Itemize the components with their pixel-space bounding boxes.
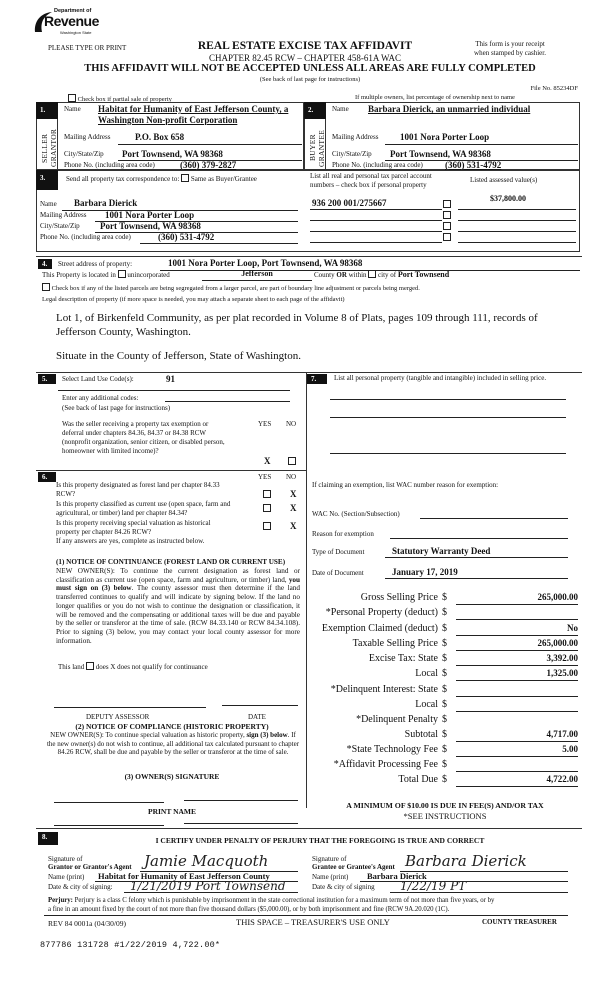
buyer-phone-label: Phone No. (including area code) — [332, 161, 423, 169]
parcel-number: 936 200 001/275667 — [312, 198, 387, 208]
grantor-name-label: Name (print) — [48, 873, 85, 881]
grantor-date-label: Date & city of signing: — [48, 883, 113, 891]
print-name-label: PRINT NAME — [148, 807, 196, 816]
treasurer-stamp: 877786 131728 #1/22/2019 4,722.00* — [40, 940, 221, 950]
grantee-name-value: Barbara Dierick — [367, 871, 427, 881]
notice-continuance-body: NEW OWNER(S): To continue the current designation as forest land or classification as current use (open space, farm and agriculture, or timber) land, you must sign on (3) below. The county assessor must then determine if the land transferred continues to qualify and will indicate by signing below. If the land no longer qualifies or you do not wish to continue the designation or classification, it will be removed and the compensating or additional taxes will be due and payable by the seller or transferor at the time of sale. (RCW 84.33.140 or RCW 84.34.108). Prior to signing (3) below, you may contact your local county assessor for more information. — [56, 567, 301, 645]
receipt-note-1: This form is your receipt — [475, 40, 545, 48]
grantee-signature[interactable]: Barbara Dierick — [405, 852, 527, 870]
owner-signature-title: (3) OWNER(S) SIGNATURE — [124, 772, 220, 781]
personal-property-label: List all personal property (tangible and intangible) included in selling price. — [334, 374, 547, 382]
notice-continuance-title: (1) NOTICE OF CONTINUANCE (FOREST LAND OR CURRENT USE) — [56, 558, 286, 566]
certify-statement: I CERTIFY UNDER PENALTY OF PERJURY THAT THE FOREGOING IS TRUE AND CORRECT — [155, 836, 485, 845]
buyer-name-label: Name — [332, 105, 349, 113]
document-date-label: Date of Document — [312, 569, 364, 577]
continuance-row: This land does X does not qualify for continuance — [58, 663, 208, 671]
notice-compliance-title: (2) NOTICE OF COMPLIANCE (HISTORIC PROPERTY) — [75, 722, 269, 731]
perjury-notice: Perjury: Perjury is a class C felony which is punishable by imprisonment in the state correctional institution for a maximum term of not more than five years, or by a fine in an amount fixed by the court of not more than five thousand dollars ($5,000.00), or by both imprisonment and fine (RCW 9A.20.020 (1C). — [48, 897, 495, 913]
buyer-name-value: Barbara Dierick, an unmarried individual — [368, 104, 531, 114]
section-8-number: 8. — [38, 832, 58, 845]
please-type-label: PLEASE TYPE OR PRINT — [48, 44, 127, 52]
buyer-city-label: City/State/Zip — [332, 150, 372, 158]
additional-codes-label: Enter any additional codes: — [62, 394, 139, 402]
owner-signature-line-2[interactable] — [184, 800, 298, 801]
section-4-number: 4. — [38, 259, 52, 269]
date-label: DATE — [248, 713, 266, 721]
seller-name-label: Name — [64, 105, 81, 113]
additional-codes-note: (See back of last page for instructions) — [62, 404, 171, 412]
section-3-name-label: Name — [40, 200, 57, 208]
unincorporated-checkbox[interactable] — [118, 270, 126, 278]
seller-name-line1: Habitat for Humanity of East Jefferson County, a — [98, 104, 289, 114]
document-type-value: Statutory Warranty Deed — [392, 546, 491, 556]
does-qualify-checkbox[interactable] — [86, 662, 94, 670]
fee-row-excise-state: Excise Tax: State $ 3,392.00 — [368, 653, 578, 664]
logo-main: Revenue — [44, 13, 99, 29]
street-address-value: 1001 Nora Porter Loop, Port Townsend, WA 98368 — [168, 258, 363, 268]
section5-no-label: NO — [286, 420, 297, 428]
owner-signature-line[interactable] — [54, 802, 164, 803]
county-or-within-row: County OR within city of Port Townsend — [314, 270, 450, 279]
section-7-number: 7. — [307, 374, 327, 384]
forest-land-yes-checkbox[interactable] — [263, 490, 271, 498]
correspondence-mailing: 1001 Nora Porter Loop — [105, 210, 195, 220]
logo-line3: Washington State — [60, 30, 92, 35]
correspondence-city: Port Townsend, WA 98368 — [100, 221, 201, 231]
notice-compliance-body: NEW OWNER(S): To continue special valuation as historic property, sign (3) below. If the new owner(s) do not wish to continue, all additional tax calculated pursuant to chapter 84.26 RCW, shall be due and payable by the seller or transferor at the time of sale. — [46, 731, 300, 757]
reason-exemption-label: Reason for exemption — [312, 530, 374, 538]
fee-row-delinquent-interest-state: *Delinquent Interest: State $ — [310, 684, 580, 699]
does-not-qualify-mark: X — [110, 663, 116, 671]
legal-description-line3: Situate in the County of Jefferson, State of Washington. — [56, 350, 301, 362]
document-type-label: Type of Document — [312, 548, 365, 556]
parcel-header-2: numbers – check box if personal property — [310, 181, 427, 189]
exemption-no-checkbox[interactable] — [288, 457, 296, 465]
fee-row-personal-property: *Personal Property (deduct) $ — [310, 607, 580, 622]
send-correspondence-row: Send all property tax correspondence to: Same as Buyer/Grantee — [66, 175, 257, 183]
personal-property-line — [330, 453, 566, 454]
fee-row-gross-selling-price: Gross Selling Price $ 265,000.00 — [360, 592, 578, 603]
personal-property-checkbox[interactable] — [443, 233, 451, 241]
seller-phone-value: (360) 379-2827 — [180, 160, 237, 170]
correspondence-phone: (360) 531-4792 — [158, 232, 215, 242]
revenue-logo — [32, 8, 102, 36]
grantee-sig-label: Signature of Grantee or Grantee's Agent — [312, 855, 395, 871]
warning-banner: THIS AFFIDAVIT WILL NOT BE ACCEPTED UNLESS ALL AREAS ARE FULLY COMPLETED — [84, 63, 536, 74]
personal-property-checkbox[interactable] — [443, 211, 451, 219]
wac-number-field[interactable] — [420, 518, 568, 519]
section-6-number: 6. — [38, 472, 56, 482]
fee-row-subtotal: Subtotal $ 4,717.00 — [404, 729, 578, 740]
grantee-date-value: 1/22/19 PT — [400, 879, 467, 893]
county-value: Jefferson — [241, 269, 273, 278]
section-1-number: 1. — [36, 102, 58, 119]
document-date-value: January 17, 2019 — [392, 567, 458, 577]
assessed-value: $37,800.00 — [490, 194, 526, 203]
same-as-buyer-checkbox[interactable] — [181, 174, 189, 182]
print-name-line[interactable] — [54, 825, 164, 826]
reason-exemption-field[interactable] — [390, 538, 568, 539]
assessed-header: Listed assessed value(s) — [470, 176, 538, 184]
buyer-mailing-label: Mailing Address — [332, 133, 379, 141]
file-number: File No. 85234DF — [530, 85, 578, 92]
county-treasurer-label: COUNTY TREASURER — [482, 918, 557, 926]
seller-city-label: City/State/Zip — [64, 150, 104, 158]
fee-row-delinquent-interest-local: Local $ — [310, 699, 580, 714]
treasurer-space-label: THIS SPACE – TREASURER'S USE ONLY — [236, 917, 390, 927]
multiple-owners-note: If multiple owners, list percentage of ownership next to name — [355, 94, 515, 101]
form-chapter: CHAPTER 82.45 RCW – CHAPTER 458-61A WAC — [209, 53, 401, 63]
deputy-assessor-sig-line — [54, 707, 206, 708]
fee-row-state-technology-fee: *State Technology Fee $ 5.00 — [346, 744, 578, 755]
land-use-code: 91 — [166, 374, 175, 384]
section-3-city-label: City/State/Zip — [40, 222, 80, 230]
instructions-note: (See back of last page for instructions) — [259, 76, 361, 83]
minimum-due-note: A MINIMUM OF $10.00 IS DUE IN FEE(S) AND/OR TAX — [346, 801, 544, 810]
legal-description-line2: Jefferson County, Washington. — [56, 326, 191, 338]
personal-property-line — [330, 417, 566, 418]
buyer-mailing-value: 1001 Nora Porter Loop — [400, 132, 490, 142]
seller-name-line2: Washington Non-profit Corporation — [98, 115, 238, 125]
forest-land-no-mark: X — [290, 489, 297, 499]
seller-mailing-value: P.O. Box 658 — [135, 132, 185, 142]
fee-row-total-due: Total Due $ 4,722.00 — [398, 774, 578, 785]
fee-row-excise-local: Local $ 1,325.00 — [415, 668, 578, 679]
legal-description-line1: Lot 1, of Birkenfeld Community, as per plat recorded in Volume 8 of Plats, pages 109 through 111, records of — [56, 312, 538, 324]
correspondence-name: Barbara Dierick — [74, 198, 138, 208]
seller-city-value: Port Townsend, WA 98368 — [122, 149, 223, 159]
historical-yes-checkbox[interactable] — [263, 522, 271, 530]
assessor-date-line — [222, 705, 298, 706]
located-row: This Property is located in unincorporated — [42, 271, 170, 279]
grantor-name-value: Habitat for Humanity of East Jefferson County — [98, 871, 270, 881]
exemption-wac-label: If claiming an exemption, list WAC number reason for exemption: — [312, 481, 499, 489]
grantee-name-label: Name (print) — [312, 873, 349, 881]
wac-number-label: WAC No. (Section/Subsection) — [312, 510, 400, 518]
segregated-checkbox[interactable] — [42, 283, 50, 291]
parcel-header-1: List all real and personal tax parcel account — [310, 172, 432, 180]
fee-row-delinquent-penalty: *Delinquent Penalty $ — [356, 714, 447, 725]
section-3-number: 3. — [36, 170, 58, 190]
within-city-checkbox[interactable] — [368, 270, 376, 278]
deputy-assessor-label: DEPUTY ASSESSOR — [86, 713, 150, 721]
city-value: Port Townsend — [397, 270, 450, 279]
grantee-date-label: Date & city of signing — [312, 883, 375, 891]
seller-grantor-label: SELLER GRANTOR — [40, 128, 58, 168]
section-5-number: 5. — [38, 374, 56, 384]
section6-yes-label: YES — [258, 473, 272, 481]
historical-no-mark: X — [290, 521, 297, 531]
exemption-yes-mark: X — [264, 456, 271, 466]
receipt-note-2: when stamped by cashier. — [474, 49, 546, 57]
section-3-phone-label: Phone No. (including area code) — [40, 233, 131, 241]
seller-phone-label: Phone No. (including area code) — [64, 161, 155, 169]
fee-row-affidavit-processing-fee: *Affidavit Processing Fee $ — [310, 759, 580, 774]
column-divider — [306, 372, 307, 808]
form-title: REAL ESTATE EXCISE TAX AFFIDAVIT — [197, 40, 413, 52]
segregated-row: Check box if any of the listed parcels are being segregated from a larger parcel, are part of boundary line adjustment or parcels being merged. — [42, 283, 420, 292]
revision-number: REV 84 0001a (04/30/09) — [48, 919, 126, 928]
current-use-yes-checkbox[interactable] — [263, 504, 271, 512]
current-use-no-mark: X — [290, 503, 297, 513]
personal-property-line — [330, 399, 566, 400]
grantor-sig-label: Signature of Grantor or Grantor's Agent — [48, 855, 132, 871]
section5-yes-label: YES — [258, 420, 272, 428]
print-name-line-2[interactable] — [184, 823, 298, 824]
grantor-date-value: 1/21/2019 Port Townsend — [130, 879, 286, 893]
seller-mailing-label: Mailing Address — [64, 133, 111, 141]
personal-property-checkbox[interactable] — [443, 200, 451, 208]
logo-line1: Department of — [54, 8, 92, 14]
if-yes-note: If any answers are yes, complete as instructed below. — [56, 537, 205, 545]
legal-description-label: Legal description of property (if more space is needed, you may attach a separate sheet to each page of the affidavit) — [42, 296, 345, 303]
personal-property-checkbox[interactable] — [443, 222, 451, 230]
partial-sale-checkbox[interactable] — [68, 94, 76, 102]
section6-no-label: NO — [286, 473, 297, 481]
section-2-number: 2. — [304, 102, 326, 119]
grantor-signature[interactable]: Jamie Macquoth — [144, 852, 269, 870]
see-instructions-note: *SEE INSTRUCTIONS — [403, 811, 487, 821]
buyer-phone-value: (360) 531-4792 — [445, 160, 502, 170]
fee-row-exemption-claimed: Exemption Claimed (deduct) $ No — [321, 623, 578, 634]
section-3-mailing-label: Mailing Address — [40, 211, 87, 219]
exemption-question: Was the seller receiving a property tax exemption or deferral under chapters 84.36, 84.37 or 84.38 RCW (nonprofit organization, senior citizen, or disabled person, homeowner with limited income)? — [62, 420, 225, 455]
partial-sale-label: Check box if partial sale of property — [77, 96, 172, 103]
land-use-label: Select Land Use Code(s): — [62, 375, 134, 383]
fee-row-taxable-selling-price: Taxable Selling Price $ 265,000.00 — [352, 638, 578, 649]
street-address-label: Street address of property: — [58, 260, 133, 268]
buyer-city-value: Port Townsend, WA 98368 — [390, 149, 491, 159]
buyer-grantee-label: BUYER GRANTEE — [308, 129, 326, 167]
